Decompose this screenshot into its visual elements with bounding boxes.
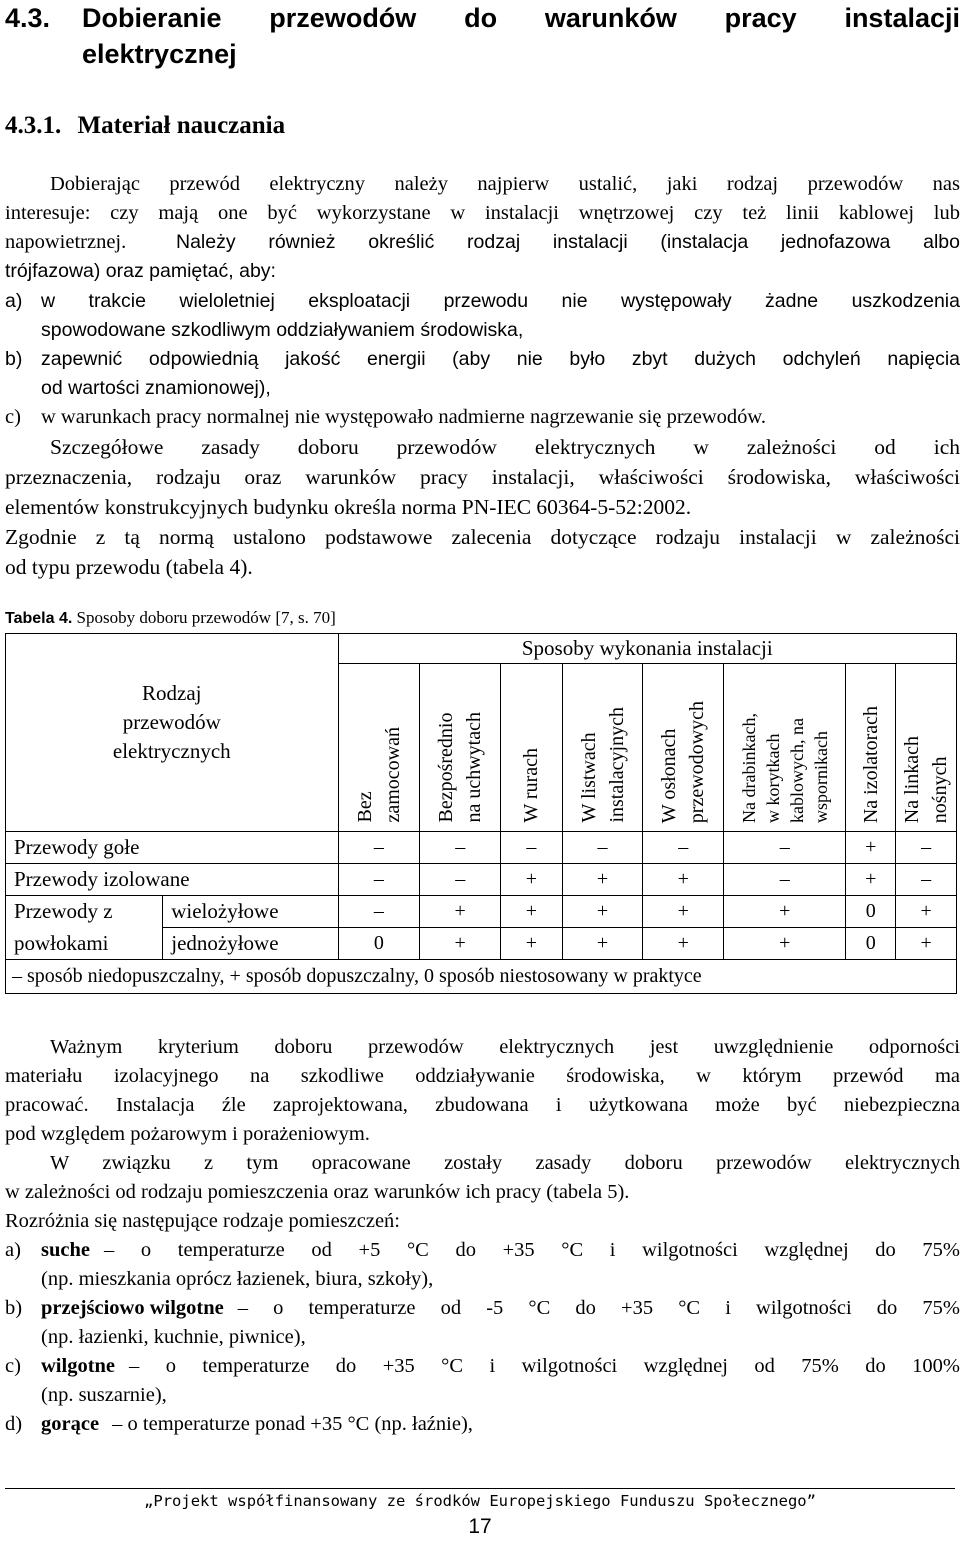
table-cell: + [501, 864, 563, 896]
intro-line-sans: trójfazowa) oraz pamiętać, aby: [5, 260, 276, 282]
intro-line-sans: Należy również określić rodzaj instalacji (instalacja jednofazowa albo [176, 231, 960, 253]
table-cell: – [896, 832, 957, 864]
col-header-w-oslonach [643, 664, 724, 832]
condition-item [5, 345, 960, 403]
rules-line: Rozróżnia się następujące rodzaje pomieszczeń: [5, 1210, 401, 1232]
table-row [6, 928, 957, 960]
section-title-line1: Dobieranie przewodów do warunków pracy instalacji [82, 3, 960, 33]
col-header-na-linkach [896, 664, 957, 832]
footer-rule [5, 1488, 955, 1489]
condition-marker: b) [5, 348, 23, 370]
col-header-na-izolatorach [846, 664, 896, 832]
section-number: 4.3. [5, 3, 51, 33]
condition-item [5, 287, 960, 345]
table-cell: – [420, 832, 501, 864]
page-number: 17 [468, 1515, 492, 1538]
intro-line: Dobierając przewód elektryczny należy najpierw ustalić, jaki rodzaj przewodów nas [50, 173, 960, 195]
details-line: Szczegółowe zasady doboru przewodów elektrycznych w zależności od ich [50, 435, 960, 459]
col-header-w-listwach [562, 664, 643, 832]
subsection-heading [5, 111, 285, 141]
col-header-line: instalacyjnych [605, 707, 628, 823]
room-desc: (np. mieszkania oprócz łazienek, biura, szkoły), [41, 1268, 434, 1290]
table-cell: + [643, 896, 724, 928]
room-marker: b) [5, 1297, 23, 1319]
condition-text: od wartości znamionowej), [41, 377, 271, 399]
condition-text: w warunkach pracy normalnej nie występowało nadmierne nagrzewanie się przewodów. [41, 406, 766, 428]
rules-line: w zależności od rodzaju pomieszczenia oraz warunków ich pracy (tabela 5). [5, 1181, 630, 1203]
table-cell: – [643, 832, 724, 864]
condition-item [5, 403, 960, 432]
table-cell: – [562, 832, 643, 864]
col-header-line: W rurach [520, 748, 543, 823]
intro-line: interesuje: czy mają one być wykorzystane w instalacji wnętrzowej czy też linii kablowej lub [5, 202, 960, 224]
room-desc: – o temperaturze od -5 °C do +35 °C i wilgotności do 75% [237, 1297, 960, 1319]
table-legend-row [6, 960, 957, 994]
table-cell: + [846, 832, 896, 864]
table-cell: – [338, 832, 420, 864]
row-sublabel: jednożyłowe [163, 928, 338, 960]
details-line: Zgodnie z tą normą ustalono podstawowe zalecenia dotyczące rodzaju instalacji w zależności [5, 525, 960, 549]
col-header-line: Na izolatorach [859, 705, 882, 823]
col-header-line: nośnych [929, 756, 952, 823]
col-header-line: Na linkach [901, 735, 924, 823]
table-cell: + [501, 896, 563, 928]
table-cell: + [724, 928, 846, 960]
insulation-line: pod względem pożarowym i porażeniowym. [5, 1123, 370, 1145]
col-header-line: Bez [353, 791, 376, 823]
table-cell: + [846, 864, 896, 896]
row-label: Przewody z [6, 896, 163, 928]
room-marker: d) [5, 1413, 23, 1435]
insulation-line: Ważnym kryterium doboru przewodów elektrycznych jest uwzględnienie odporności [50, 1036, 960, 1058]
col-header-line: w korytkach [762, 733, 783, 823]
row-label: powłokami [6, 928, 163, 960]
insulation-line: materiału izolacyjnego na szkodliwe oddziaływanie środowiska, w którym przewód ma [5, 1065, 960, 1087]
room-item [5, 1410, 960, 1439]
condition-text: zapewnić odpowiednią jakość energii (aby nie było zbyt dużych odchyleń napięcia [41, 348, 960, 370]
condition-marker: a) [5, 290, 23, 312]
col-header-line: Na drabinkach, [738, 713, 759, 823]
intro-line: napowietrznej. [5, 231, 127, 253]
room-name: wilgotne [41, 1355, 116, 1377]
table-cell: – [724, 832, 846, 864]
condition-text: spowodowane szkodliwym oddziaływaniem środowiska, [41, 319, 524, 341]
room-item [5, 1236, 960, 1294]
table-cell: + [643, 864, 724, 896]
room-marker: a) [5, 1239, 21, 1261]
table-cell: + [643, 928, 724, 960]
room-desc: (np. łazienki, kuchnie, piwnice), [41, 1326, 306, 1348]
col-header-line: przewodowych [686, 700, 709, 823]
table-cell: + [724, 896, 846, 928]
table-cell: 0 [846, 928, 896, 960]
row-header-line: przewodów [122, 710, 221, 734]
col-header-bezposrednio [420, 664, 501, 832]
details-line: przeznaczenia, rodzaju oraz warunków pracy instalacji, właściwości środowiska, właściwości [5, 465, 960, 489]
col-header-line: wspornikach [810, 731, 831, 823]
col-header-line: kablowych, na [786, 718, 807, 823]
table-row [6, 864, 957, 896]
table-4 [5, 633, 957, 994]
col-header-line: W osłonach [658, 728, 681, 823]
col-header-line: Bezpośrednio [435, 713, 458, 823]
room-name: suche [41, 1239, 90, 1261]
table-cell: + [896, 896, 957, 928]
col-header-bez-zamocowan [338, 664, 420, 832]
col-header-w-rurach [501, 664, 563, 832]
col-header-line: na uchwytach [463, 712, 486, 823]
section-title-line2: elektrycznej [82, 39, 237, 69]
condition-marker: c) [5, 406, 21, 428]
condition-text: w trakcie wieloletniej eksploatacji przewodu nie występowały żadne uszkodzenia [41, 290, 960, 312]
table-cell: – [338, 864, 420, 896]
row-label: Przewody gołe [6, 832, 339, 864]
row-header-line: elektrycznych [112, 739, 231, 763]
table-cell: + [420, 928, 501, 960]
table-cell: – [896, 864, 957, 896]
table-cell: – [501, 832, 563, 864]
table-cell: 0 [338, 928, 420, 960]
row-sublabel: wielożyłowe [163, 896, 338, 928]
room-marker: c) [5, 1355, 21, 1377]
details-paragraph [5, 432, 960, 582]
table-cell: 0 [846, 896, 896, 928]
room-desc: – o temperaturze do +35 °C i wilgotności względnej od 75% do 100% [129, 1355, 960, 1377]
table-cell: – [420, 864, 501, 896]
subsection-title: Materiał nauczania [77, 112, 286, 139]
table-cell: + [501, 928, 563, 960]
rooms-list [5, 1236, 960, 1439]
group-header: Sposoby wykonania instalacji [338, 634, 956, 664]
table-cell: + [562, 896, 643, 928]
intro-paragraph [5, 170, 960, 286]
room-desc: – o temperaturze ponad +35 °C (np. łaźnie), [112, 1413, 473, 1435]
table-cell: + [420, 896, 501, 928]
room-item [5, 1294, 960, 1352]
col-header-line: W listwach [577, 732, 600, 823]
rules-line: W związku z tym opracowane zostały zasady doboru przewodów elektrycznych [50, 1152, 960, 1174]
col-header-line: zamocowań [381, 727, 404, 823]
footer-text: „Projekt współfinansowany ze środków Europejskiego Funduszu Społecznego” [144, 1492, 816, 1510]
room-desc: (np. suszarnie), [41, 1384, 167, 1406]
details-line: od typu przewodu (tabela 4). [5, 555, 253, 579]
table-cell: + [896, 928, 957, 960]
subsection-number: 4.3.1. [5, 112, 62, 139]
section-heading [5, 0, 960, 72]
table-cell: – [338, 896, 420, 928]
table-row [6, 832, 957, 864]
table-caption [5, 608, 336, 628]
insulation-line: pracować. Instalacja źle zaprojektowana, zbudowana i użytkowana może być niebezpieczna [5, 1094, 960, 1116]
details-line: elementów konstrukcyjnych budynku określa norma PN-IEC 60364-5-52:2002. [5, 495, 692, 519]
table-caption-text: Sposoby doboru przewodów [7, s. 70] [76, 608, 336, 627]
conditions-list [5, 287, 960, 403]
table-caption-label: Tabela 4. [5, 610, 73, 627]
row-label: Przewody izolowane [6, 864, 339, 896]
table-cell: + [562, 928, 643, 960]
room-item [5, 1352, 960, 1410]
table-cell: – [724, 864, 846, 896]
row-header-line: Rodzaj [142, 681, 202, 705]
col-header-na-drabinkach [724, 664, 846, 832]
room-desc: – o temperaturze od +5 °C do +35 °C i wilgotności względnej do 75% [103, 1239, 960, 1261]
insulation-paragraph [5, 1033, 960, 1236]
room-name: gorące [41, 1413, 100, 1435]
table-legend: – sposób niedopuszczalny, + sposób dopuszczalny, 0 sposób niestosowany w praktyce [6, 960, 957, 994]
table-cell: + [562, 864, 643, 896]
room-name: przejściowo wilgotne [41, 1297, 224, 1319]
row-header-cell [6, 634, 339, 832]
table-row [6, 896, 957, 928]
